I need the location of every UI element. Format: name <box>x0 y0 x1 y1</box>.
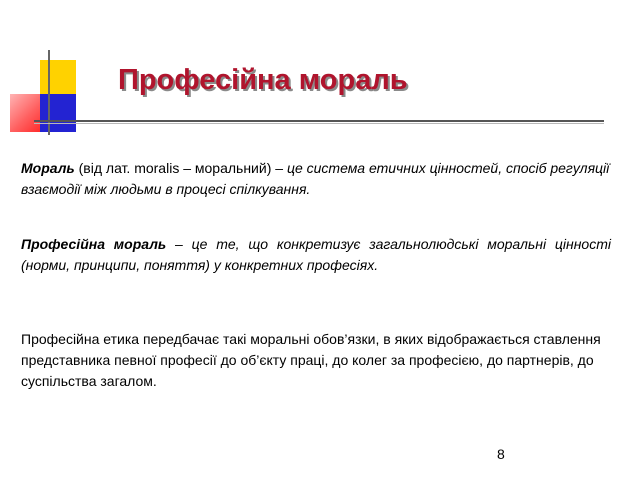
title-underline <box>34 120 604 122</box>
paragraph-professional-moral <box>21 234 611 276</box>
paragraph-moral-definition <box>21 158 626 200</box>
page-number: 8 <box>497 446 505 462</box>
term-origin: (від лат. moralis – моральний) – <box>74 160 287 176</box>
term-professional-moral: Професійна мораль <box>21 236 167 252</box>
decoration-yellow-square <box>40 60 76 98</box>
professional-moral-definition-text: це те, що конкретизує загальнолюдські моральні цінності (норми, принципи, поняття) у конкретних професіях. <box>21 236 611 273</box>
term-moral: Мораль <box>21 160 75 176</box>
paragraph-professional-ethics: Професійна етика передбачає такі моральні обов’язки, в яких відображається ставлення представника певної професії до об’єкту праці, до колег за професією, до партнерів, до суспільства загалом. <box>21 331 601 389</box>
decoration-blue-square <box>40 94 76 132</box>
term-dash: – <box>166 236 192 252</box>
title-underline-shadow <box>34 123 604 124</box>
slide-title: Професійна мораль <box>118 64 408 96</box>
moral-definition-text: це система етичних цінностей, спосіб регуляції взаємодії між людьми в процесі спілкування. <box>21 160 610 197</box>
